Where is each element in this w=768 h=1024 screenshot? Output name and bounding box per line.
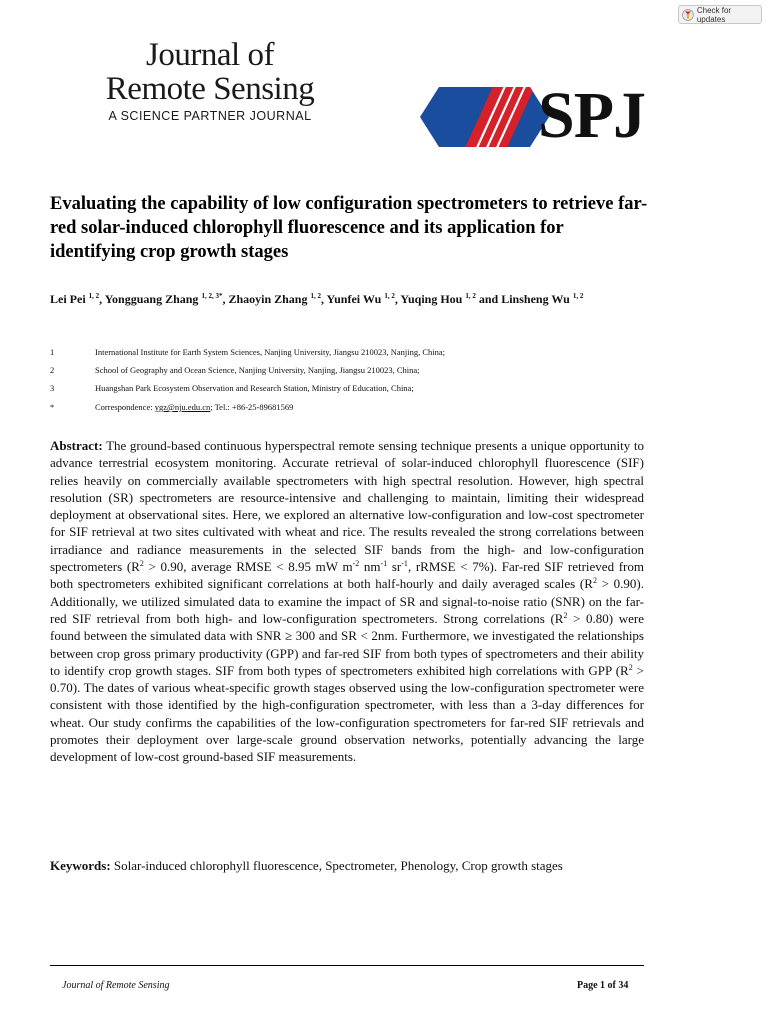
author-affiliation-marker: 1, 2 xyxy=(310,292,321,300)
affiliation-text: International Institute for Earth System Sciences, Nanjing University, Jiangsu 210023, Nanjing, China; xyxy=(95,347,446,357)
footer-journal-name: Journal of Remote Sensing xyxy=(62,980,170,991)
journal-logo xyxy=(92,38,328,123)
author-name: Yuqing Hou xyxy=(400,292,466,306)
affiliation-number: 3 xyxy=(50,383,55,393)
check-for-updates-badge[interactable] xyxy=(678,5,762,24)
superscript: -1 xyxy=(380,559,388,569)
author-affiliation-marker: 1, 2 xyxy=(465,292,476,300)
author-affiliation-marker: 1, 2 xyxy=(88,292,100,300)
spj-logo-text: SPJ xyxy=(538,79,646,152)
superscript: 2 xyxy=(628,662,633,672)
keywords-label: Keywords: xyxy=(50,858,111,873)
affiliation-text: School of Geography and Ocean Science, Nanjing University, Nanjing, Jiangsu 210023, China; xyxy=(95,365,420,375)
footer-page-number: Page 1 of 34 xyxy=(577,980,629,991)
footer-rule xyxy=(50,965,644,966)
journal-logo-line2: Remote Sensing xyxy=(105,71,315,107)
author-affiliation-marker: 1, 2, 3* xyxy=(201,292,223,300)
superscript: -1 xyxy=(401,559,408,569)
superscript: 2 xyxy=(139,559,144,569)
affiliation-number: 2 xyxy=(50,365,55,375)
author-affiliation-marker: 1, 2 xyxy=(384,292,395,300)
author-name: Lei Pei xyxy=(50,292,89,306)
author-name: Yunfei Wu xyxy=(326,292,385,306)
correspondence-marker: * xyxy=(50,402,55,412)
paper-title: Evaluating the capability of low configuration spectrometers to retrieve far-red solar-induced chlorophyll fluorescence and its application for identifying crop growth stages xyxy=(50,194,648,262)
abstract xyxy=(50,437,644,766)
affiliation-number: 1 xyxy=(50,347,55,357)
correspondence-tel: ; Tel.: +86-25-89681569 xyxy=(210,402,294,412)
journal-logo-line3: A SCIENCE PARTNER JOURNAL xyxy=(108,109,312,123)
correspondence-text xyxy=(95,402,293,413)
crossmark-icon xyxy=(682,9,694,21)
author-name: Zhaoyin Zhang xyxy=(228,292,311,306)
keywords xyxy=(50,855,644,876)
correspondence-label: Correspondence: xyxy=(95,402,155,412)
superscript: 2 xyxy=(592,576,597,586)
check-for-updates-label: Check for updates xyxy=(696,5,732,24)
author-name: Linsheng Wu xyxy=(501,292,573,306)
superscript: -2 xyxy=(352,559,360,569)
author-name: Yongguang Zhang xyxy=(104,292,202,306)
spj-logo xyxy=(420,79,652,152)
journal-logo-line1: Journal of xyxy=(146,37,274,73)
affiliation-text: Huangshan Park Ecosystem Observation and Research Station, Ministry of Education, China; xyxy=(95,383,414,393)
author-affiliation-marker: 1, 2 xyxy=(572,292,584,300)
abstract-text: The ground-based continuous hyperspectral remote sensing technique presents a unique opportunity to advance terrestrial ecosystem monitoring. Accurate retrieval of solar-induced chlorophyll fluorescence (SIF) relies heavily on commercially available spectrometers with high spectral resolution. However, high spectral resolution (SR) spectrometers are resource-intensive and challenging to maintain, limiting their widespread deployment at observational sites. Here, we explored an alternative low-configuration and low-cost spectrometer for SIF retrieval at two sites cultivated with wheat and rice. The results revealed the strong correlations between irradiance and radiance measurements in the selected SIF bands from the high- and low-configuration spectrometers ($R^2 > 0.90$, average RMSE < 8.95 mW $m^{-2}$ $nm^{-1}$ $sr^{-1}$, rRMSE < 7%). Far-red SIF retrieved from both spectrometers exhibited significant correlations at both half-hourly and daily averaged scales $(R^2 > 0.90)$. Additionally, we utilized simulated data to examine the impact of SR and signal-to-noise ratio (SNR) on the far-red SIF retrieval from both high- and low-configuration spectrometers. Strong correlations $(R^2 > 0.80)$ were found between the simulated data with SNR ≥ 300 and SR < 2nm. Furthermore, we investigated the relationships between crop gross primary productivity (GPP) and far-red SIF from both types of spectrometers and their ability to identify crop growth stages. SIF from both types of spectrometers exhibited high correlations with GPP $(R^2 > 0.70)$. The dates of various wheat-specific growth stages observed using the low-configuration spectrometer were consistent with those identified by the high-configuration spectrometer, with less than a 3-day differences for wheat. Our study confirms the capabilities of the low-configuration spectrometers for far-red SIF retrievals and promotes their deployment over large-scale ground observation networks, potentially advancing the large development of low-cost ground-based SIF measurements. xyxy=(50,438,645,765)
keywords-text: Solar-induced chlorophyll fluorescence, Spectrometer, Phenology, Crop growth stages xyxy=(110,858,563,873)
author-list: Lei Pei $^{1, 2}$, Yongguang Zhang $^{1, 2, 3*}$, Zhaoyin Zhang $^{1, 2}$, Yunfei Wu $^{1, 2}$, Yuqing Hou $^{1, 2}$ and Linsheng Wu $^{1, 2}$ xyxy=(50,292,584,306)
superscript: 2 xyxy=(563,610,568,620)
abstract-label: Abstract: xyxy=(50,438,103,453)
correspondence-email-link[interactable]: ygz@nju.edu.cn xyxy=(154,402,211,412)
